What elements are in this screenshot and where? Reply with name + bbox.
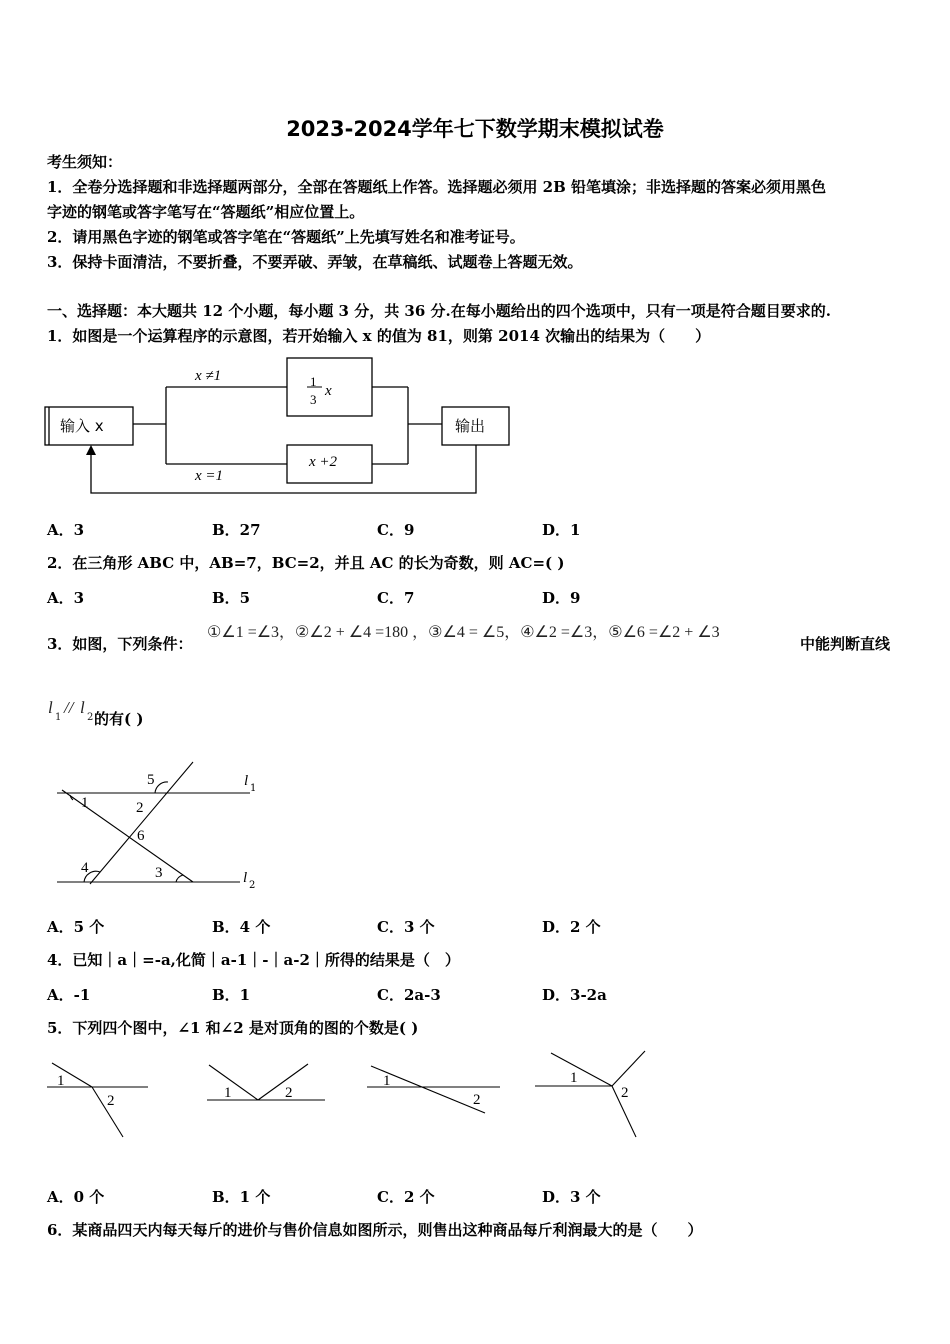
fraction-denominator: 3 xyxy=(310,392,317,407)
q1-stem: 1．如图是一个运算程序的示意图，若开始输入 x 的值为 81，则第 2014 次输出的结果为（ ） xyxy=(47,327,711,345)
notice-line-3: 3．保持卡面清洁，不要折叠，不要弄破、弄皱，在草稿纸、试题卷上答题无效。 xyxy=(47,253,583,271)
line-l2-label: l xyxy=(80,698,85,717)
q3-stem-end: 的有( ) xyxy=(94,710,144,728)
q5-option-d[interactable]: D．3 个 xyxy=(542,1188,601,1206)
q3-conditions: ①∠1 =∠3，②∠2 + ∠4 =180 ，③∠4 = ∠5，④∠2 =∠3，⑤∠6 =∠2 + ∠3 xyxy=(207,624,720,641)
parallel-symbol: // xyxy=(64,698,74,717)
q1-option-c[interactable]: C．9 xyxy=(377,521,415,539)
q3-option-b[interactable]: B．4 个 xyxy=(212,918,271,936)
q5-option-b[interactable]: B．1 个 xyxy=(212,1188,271,1206)
q6-stem: 6．某商品四天内每天每斤的进价与售价信息如图所示，则售出这种商品每斤利润最大的是（ ） xyxy=(47,1221,703,1239)
figure-l2-subscript: 2 xyxy=(249,880,256,891)
q1-option-b[interactable]: B．27 xyxy=(212,521,261,539)
q4-option-d[interactable]: D．3-2a xyxy=(542,986,607,1004)
q2-option-a[interactable]: A．3 xyxy=(47,589,85,607)
fraction-numerator: 1 xyxy=(310,374,317,389)
q2-option-c[interactable]: C．7 xyxy=(377,589,415,607)
angle-1-label: 1 xyxy=(81,795,89,811)
q3-stem-middle: 中能判断直线 xyxy=(800,635,891,653)
q4-option-c[interactable]: C．2a-3 xyxy=(377,986,441,1004)
q5-option-a[interactable]: A．0 个 xyxy=(47,1188,105,1206)
input-box-label: 输入 x xyxy=(60,417,104,435)
angle-5-label: 5 xyxy=(147,772,155,788)
q3-option-d[interactable]: D．2 个 xyxy=(542,918,601,936)
fig4-angle-1-label: 1 xyxy=(570,1070,578,1086)
line-l1-subscript: 1 xyxy=(55,712,62,723)
condition-one: x =1 xyxy=(195,468,224,484)
q3-option-c[interactable]: C．3 个 xyxy=(377,918,435,936)
angle-6-label: 6 xyxy=(137,828,145,844)
figure-l1-subscript: 1 xyxy=(250,783,257,794)
fig3-angle-1-label: 1 xyxy=(383,1073,391,1089)
section-heading: 一、选择题：本大题共 12 个小题，每小题 3 分，共 36 分.在每小题给出的四个选项中，只有一项是符合题目要求的. xyxy=(47,302,831,320)
fig3-angle-2-label: 2 xyxy=(473,1092,481,1108)
q5-stem: 5．下列四个图中，∠1 和∠2 是对顶角的图的个数是( ) xyxy=(47,1019,419,1037)
q4-option-a[interactable]: A．-1 xyxy=(47,986,91,1004)
page-title: 2023-2024学年七下数学期末模拟试卷 xyxy=(286,117,664,141)
plus-two-box-label: x +2 xyxy=(309,454,338,470)
fig1-angle-2-label: 2 xyxy=(107,1093,115,1109)
q2-option-b[interactable]: B．5 xyxy=(212,589,251,607)
output-box-label: 输出 xyxy=(455,417,486,435)
angle-4-label: 4 xyxy=(81,860,89,876)
q3-option-a[interactable]: A．5 个 xyxy=(47,918,105,936)
figure-l2-label: l xyxy=(243,870,248,886)
figure-l1-label: l xyxy=(244,773,249,789)
fig2-angle-1-label: 1 xyxy=(224,1085,232,1101)
q3-stem-start: 3．如图，下列条件： xyxy=(47,635,193,653)
q1-option-d[interactable]: D．1 xyxy=(542,521,581,539)
notice-line-1a: 1．全卷分选择题和非选择题两部分，全部在答题纸上作答。选择题必须用 2B 铅笔填涂；非选择题的答案必须用黑色 xyxy=(47,178,827,196)
fraction-variable: x xyxy=(325,383,332,399)
fig4-angle-2-label: 2 xyxy=(621,1085,629,1101)
angle-3-label: 3 xyxy=(155,865,163,881)
q4-stem: 4．已知｜a｜=-a,化简｜a-1｜-｜a-2｜所得的结果是（ ） xyxy=(47,951,460,969)
q2-option-d[interactable]: D．9 xyxy=(542,589,581,607)
line-l2-subscript: 2 xyxy=(87,712,94,723)
q4-option-b[interactable]: B．1 xyxy=(212,986,251,1004)
q2-stem: 2．在三角形 ABC 中，AB=7，BC=2，并且 AC 的长为奇数，则 AC=( ) xyxy=(47,554,565,572)
line-l1-label: l xyxy=(48,698,53,717)
q5-option-c[interactable]: C．2 个 xyxy=(377,1188,435,1206)
q1-option-a[interactable]: A．3 xyxy=(47,521,85,539)
fig2-angle-2-label: 2 xyxy=(285,1085,293,1101)
angle-2-label: 2 xyxy=(136,800,144,816)
notice-heading: 考生须知： xyxy=(47,153,123,171)
notice-line-2: 2．请用黑色字迹的钢笔或答字笔在“答题纸”上先填写姓名和准考证号。 xyxy=(47,228,525,246)
fig1-angle-1-label: 1 xyxy=(57,1073,65,1089)
notice-line-1b: 字迹的钢笔或答字笔写在“答题纸”相应位置上。 xyxy=(47,203,365,221)
condition-not-one: x ≠1 xyxy=(195,368,222,384)
